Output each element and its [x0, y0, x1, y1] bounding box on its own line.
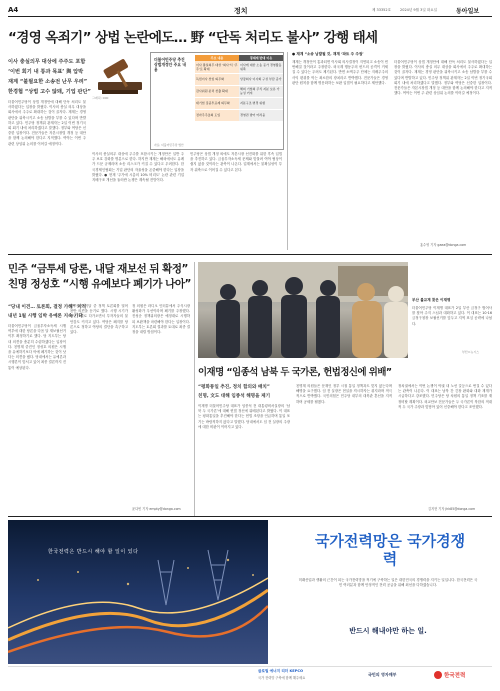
third-headline: 이재명 “임종석 남북 두 국가론, 헌법정신에 위배” [198, 367, 392, 378]
second-body-3: 정 의원은 라디오 인터뷰에서 주식시장 활성화가 우선이라며 폐기를 주장했다. 진성준 정책위의장은 예정대로 시행하되 보완책을 마련해야 한다는 입장이다. 지도부는 토론회 결과를 토대로 최종 결정을 내릴 방침이다. [132, 304, 190, 335]
table-cell: 대기업 집중투표제 의무화 [195, 97, 239, 109]
second-byline: 윤다빈 기자 empty@donga.com [132, 507, 181, 511]
ad-copy: 미래산업과 생활의 근간이 되는 국가전력망을 적기에 구축하는 일은 대한민국의 경쟁력을 지키는 일입니다. 한국전력은 국민 여러분과 함께 안정적인 전력 공급을 위해 최선을 다하겠습니다. [298, 578, 478, 588]
ad-tagline: 한국전력은 반드시 해야 할 일이 있다 [48, 549, 139, 555]
ad-headline: 국가전력망은 국가경쟁력 [314, 532, 466, 568]
ad-partner: 국민의 영자매부 [368, 672, 397, 677]
ad-brand: 한국전력 [444, 673, 466, 679]
second-body-1: 더불어민주당이 금융투자소득세 시행 여부에 대한 당론을 다음 달 재보궐선거 이후 확정하기로 했다. 당 지도부는 당내 의견을 충분히 수렴하겠다는 입장이다. 친명계 중진인 정성호 의원은 시행을 유예하기보다 아예 폐기하는 것이 낫다는 의견을 냈다. 당내에서는 유예론과 시행론이 맞서고 있어 최종 결론까지 진통이 예상된다. [8, 324, 66, 370]
table-cell: 경영권 방어 어려움 [239, 109, 283, 121]
gavel-illustration [92, 52, 148, 100]
table-row [195, 109, 283, 121]
page-number: A4 [8, 6, 19, 14]
reform-table [150, 52, 284, 150]
lead-subhead-3: 재계 “불필요한 소송전 난무 우려” [8, 79, 88, 85]
photo-caption-title: 부산 불교계 찾은 이재명 [412, 298, 451, 302]
table-cell: 지분구조 변경 위험 [239, 97, 283, 109]
lead-column-divider [287, 52, 288, 250]
section-rule-1 [8, 254, 492, 255]
table-cell: 이사 충실의무 대상 ‘회사’서 ‘주주’로 확대 [195, 61, 239, 73]
table-col-2: 경제계 반대 이유 [239, 55, 283, 61]
lead-subhead-4: 한경협 “상법 고수 않돼, 기업 판단” [8, 89, 91, 95]
second-quote-2: 내년 1월 시행 임박 유예론 지속 가닥 [8, 314, 83, 319]
lead-byline: 홍수영 기자 gaea@donga.com [420, 243, 467, 247]
table-credit: 자료: 더불어민주당 법안 [154, 143, 184, 147]
third-sub-1: “평화통일 추진, 정치 합의와 배치” [198, 385, 270, 390]
table-row [195, 85, 283, 97]
lead-body-mid: 이사의 충실의무 대상에 주주를 포함시키는 개정안은 일반 주주 보호 강화를 명분으로 한다. 하지만 재계는 해외에서도 유례가 드문 규제라며 소송 리스크가 커질 수 있다고 우려한다. 한국경제인협회는 기업 판단의 자율성을 존중해야 한다는 입장을 밝혔다. ● 현재 ‘주가에 시총의 10% 비리도’ 논란 관련 기업 지배구조 개선을 둘러싼 논쟁은 계속될 전망이다. [92, 152, 184, 183]
lead-body-left: 더불어민주당이 상법 개정안에 대해 단독 처리도 불사하겠다는 입장을 밝혔다. 이사의 충실 의무 대상을 회사에서 주주로 확대하는 것이 골자다. 재계는 경영 판단을 위축시키고 소송 남발을 부를 수 있다며 반발하고 있다. 민주당 정책위 관계자는 2일 이번 정기국회 회기 내에 처리하겠다고 말했다. 정부와 여당은 신중한 입장이다. 전문가들은 자본시장법 개정 등 대안을 함께 논의해야 한다고 지적했다. 여야는 이번 주 관련 상임위 논의를 이어갈 예정이다. [8, 100, 86, 146]
lead-body-mid2: 민주당은 상법 개정 외에도 자본시장 선진화를 위한 후속 입법을 추진하고 있다. 금융투자소득세 문제와 맞물려 여야 협상이 쉽지 않을 것이라는 관측이 나온다. 업계에서는 불확실성이 투자 위축으로 이어질 수 있다고 본다. [190, 152, 282, 172]
third-byline: 김지현 기자 jhk85@donga.com [428, 507, 476, 511]
photo-caption-credit: 부산=뉴시스 [462, 350, 480, 354]
ad-closing: 반드시 해내야만 하는 일. [349, 627, 427, 635]
table-cell: 독립이사 선임 의무화 [195, 73, 239, 85]
second-quote-1: “당내 이견… 토론회, 결정 가해” 지적 [8, 305, 87, 310]
second-headline: 민주 “금투세 당론, 내달 재보선 뒤 확정” 친명 정성호 “시행 유예보다 폐기가 나아” [8, 263, 191, 290]
table-cell: 전자주주총회 도입 [195, 109, 239, 121]
news-photo [198, 262, 408, 358]
gavel-credit: 그래픽: 000 [92, 96, 109, 100]
table-cell: 해외 기업의 주식 지분 보유 가능성 커져 [239, 85, 283, 97]
issue-date: 2024년 9월 3일 화요일 [400, 8, 437, 12]
ad-footer-line-2: 국가 전력망 구축에 함께 해주세요 [258, 676, 306, 680]
issue-number: 제 33352호 [372, 8, 392, 12]
vertical-divider-2 [194, 262, 195, 516]
section-rule-2 [8, 516, 492, 517]
kepco-logo-icon [434, 671, 442, 679]
lead-body-right: 재계는 개정안이 통과되면 이사회 의사결정이 지연되고 소송이 빈번해질 것이라고 주장한다. 외국계 행동주의 펀드의 공격이 거세질 수 있다는 우려도 제기된다. 반면 소액주주 단체는 지배주주의 사익 편취를 막는 최소한의 장치라고 반박했다. 전문가들은 경영 판단 원칙을 함께 명문화하는 보완 입법이 필요하다고 제안했다. [292, 60, 388, 85]
lead-subhead-2: ‘이번 회기 내 통과 목표’ 與 압박 [8, 69, 84, 75]
third-body-mid: 친명계 의원들은 문재인 정부 시절 통일 정책과도 맞지 않는다며 해명을 요구했다. 임 전 실장은 현실을 직시하자는 취지라며 적극적으로 반박했다. 국민의힘은 민주당 내부의 대북관 혼선을 지적하며 공세를 펼쳤다. [296, 384, 392, 404]
kepco-ad[interactable] [8, 520, 492, 684]
table-row [195, 97, 283, 109]
photo-caption-body: 더불어민주당 이재명 대표가 2일 부산 금정구 범어사를 찾아 주지 스님과 대화하고 있다. 이 대표는 10·16 금정구청장 보궐선거를 앞두고 지역 표심 공략에 나섰다. [412, 306, 492, 326]
third-body-right: 정치권에서는 이번 논쟁이 야권 내 노선 갈등으로 번질 수 있다는 관측이 나온다. 이 대표는 남북 간 긴장 완화와 대화 재개가 시급하다고 강조했다. 민주당은 당 차원의 통일 정책 기조를 재정비할 계획이다. 외교안보 전문가들은 두 국가론이 북한의 적대적 두 국가 주장과 맞닿아 있어 신중해야 한다고 조언했다. [398, 384, 492, 409]
lead-body-right2: 더불어민주당이 상법 개정안에 대해 단독 처리도 불사하겠다는 입장을 밝혔다. 이사의 충실 의무 대상을 회사에서 주주로 확대하는 것이 골자다. 재계는 경영 판단을 위축시키고 소송 남발을 부를 수 있다며 반발하고 있다. 민주당 정책위 관계자는 2일 이번 정기국회 회기 내에 처리하겠다고 말했다. 정부와 여당은 신중한 입장이다. 전문가들은 자본시장법 개정 등 대안을 함께 논의해야 한다고 지적했다. 여야는 이번 주 관련 상임위 논의를 이어갈 예정이다. [394, 60, 492, 96]
table-cell: 상장회사 이사회 구성 부담 증가 [239, 73, 283, 85]
table-cell: 감사위원 분리 선출 확대 [195, 85, 239, 97]
second-body-2: 민주당은 이달 중 정책 토론회를 열어 찬반 의견을 듣기로 했다. 시행 시기가 내년 1월로 다가오면서 투자자들의 불안감도 커지고 있다. 여당은 폐지를 당론으로 정하고 야당의 결단을 촉구하고 있다. [70, 304, 128, 335]
ad-footer [8, 666, 492, 684]
lead-right-title: ● 재계 “소송 남발될 것, 재계 ‘파트 주 주권’ [292, 52, 364, 56]
masthead-rule [8, 16, 492, 17]
lead-headline: “경영 옥죄기” 상법 논란에도… 野 “단독 처리도 불사” 강행 태세 [8, 30, 378, 46]
table-cell: 이사에 대한 소송 증가 경영활동 위축 [239, 61, 283, 73]
section-label: 정치 [234, 7, 248, 15]
ad-footer-line-1: 글로벌 에너지 리더 KEPCO [258, 669, 304, 673]
brand-logo: 동아일보 [456, 8, 480, 15]
ad-grid-image [8, 520, 268, 664]
lead-subhead-1: 이사 충실의무 대상에 주주도 포함 [8, 59, 86, 65]
third-sub-2: 친명, 文도 대해 임종석 해명을 제기 [198, 394, 271, 399]
table-title: 더불어민주당 추진 상법개정안 주요 내용 [154, 57, 186, 72]
table-row [195, 61, 283, 73]
third-body-left: 이재명 더불어민주당 대표가 임종석 전 대통령비서실장의 ‘남북 두 국가론’에 대해 헌법 정신에 위배된다고 밝혔다. 이 대표는 평화통일을 추진해야 한다는 헌법 조항을 언급하며 통일 포기는 바람직하지 않다고 말했다. 당내에서도 임 전 실장의 주장에 대한 비판이 이어지고 있다. [198, 404, 290, 429]
table-col-1: 주요 내용 [195, 55, 239, 61]
table-row [195, 73, 283, 85]
